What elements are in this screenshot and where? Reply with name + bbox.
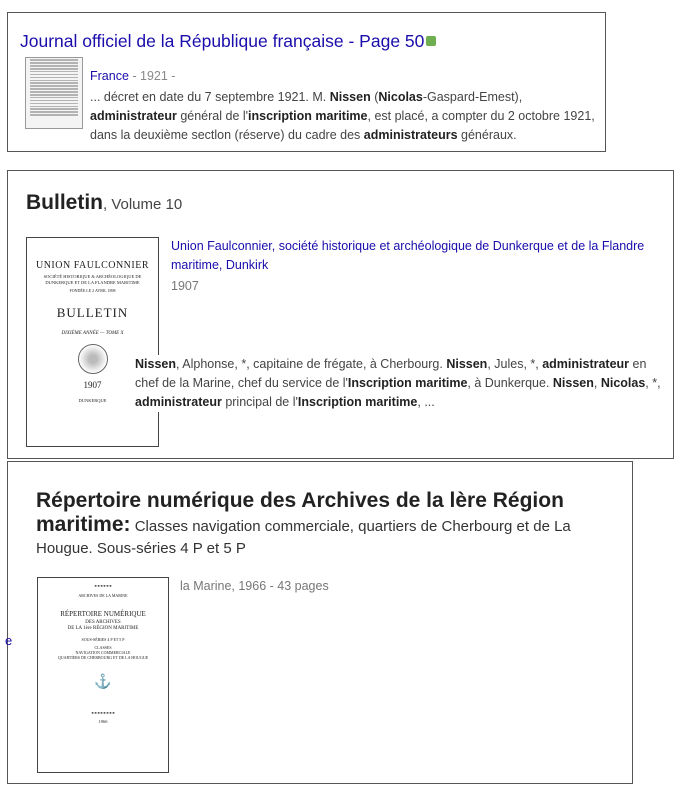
snippet-highlight: Inscription maritime (347, 376, 468, 390)
snippet-text: , (593, 376, 601, 390)
cover-line3: DE LA 1ère RÉGION MARITIME (67, 626, 139, 631)
cover-quarters: QUARTIERS DE CHERBOURG ET DE LA HOUGUE (57, 655, 149, 660)
cover-founded: FONDÉE LE 2 AVRIL 1898 (69, 288, 116, 293)
full-view-badge-icon (426, 36, 436, 46)
snippet-highlight: Nicolas (600, 376, 646, 390)
result-year: - 1921 - (128, 69, 176, 83)
result-snippet (90, 88, 600, 145)
snippet-text: en chef de la Marine, chef du service de l' (135, 357, 647, 390)
book-thumbnail[interactable] (25, 57, 83, 129)
book-title[interactable]: Répertoire numérique des Archives de la lère Région maritime: (36, 489, 564, 536)
cover-city: DUNKERQUE (78, 398, 107, 403)
snippet-text: généraux. (457, 128, 517, 142)
clipped-link-fragment[interactable]: e (5, 633, 13, 648)
snippet-highlight: Nissen (446, 357, 488, 371)
cover-org: ARCHIVES DE LA MARINE (78, 593, 128, 598)
source-link[interactable]: France (90, 69, 129, 83)
snippet-highlight: Nissen (135, 357, 176, 371)
result-title[interactable] (36, 490, 631, 560)
cover-line2: DES ARCHIVES (85, 620, 121, 625)
snippet-highlight: administrateur (90, 109, 177, 123)
book-cover[interactable] (26, 237, 159, 447)
result-snippet (135, 355, 665, 412)
snippet-highlight: inscription maritime (248, 109, 368, 123)
snippet-highlight: Inscription maritime (297, 395, 418, 409)
cover-subhead: SOCIÉTÉ HISTORIQUE & ARCHÉOLOGIQUE DE DUNKERQUE ET DE LA FLANDRE MARITIME (43, 274, 142, 285)
snippet-text: , Jules, *, (487, 357, 543, 371)
snippet-highlight: Nicolas (378, 90, 423, 104)
snippet-text: , est placé, a compter du 2 octobre 1921, dans la deuxième sectlon (réserve) du cadre des (90, 109, 595, 142)
cover-year: 1907 (83, 380, 102, 390)
book-cover[interactable]: ■ ■ ■ ■ ■ ■ ARCHIVES DE LA MARINE RÉPERTOIRE NUMÉRIQUE DES ARCHIVES DE LA 1ère RÉGION MARITIME SOUS-SÉRIES 4 P ET 5 P CLASSES NAVIGATION COMMERCIALE QUARTIERS DE CHERBOURG ET DE LA HOUGUE ⚓ ■ ■ ■ ■ ■ ■ ■ ■ 1966 (37, 577, 169, 773)
snippet-text: principal de l' (221, 395, 298, 409)
result-card-bulletin (7, 170, 674, 459)
snippet-text: , Alphonse, *, capitaine de frégate, à Cherbourg. (176, 357, 447, 371)
cover-nav: NAVIGATION COMMERCIALE (75, 650, 131, 655)
result-card-journal-officiel (7, 12, 606, 152)
book-title[interactable]: Bulletin (26, 191, 103, 214)
snippet-text: général de l' (176, 109, 249, 123)
result-title[interactable] (26, 191, 182, 215)
cover-series: SOUS-SÉRIES 4 P ET 5 P (81, 637, 125, 642)
result-source-line (90, 69, 175, 83)
book-volume: , Volume 10 (103, 196, 183, 213)
snippet-text: , à Dunkerque. (467, 376, 553, 390)
cover-classes: CLASSES (94, 645, 112, 650)
cover-title: BULLETIN (56, 305, 129, 320)
cover-title: RÉPERTOIRE NUMÉRIQUE (60, 610, 146, 618)
snippet-text: , ... (417, 395, 435, 409)
snippet-highlight: administrateur (542, 357, 630, 371)
publication-year: 1907 (171, 279, 199, 293)
book-meta: la Marine, 1966 - 43 pages (180, 579, 329, 593)
snippet-highlight: Nissen (329, 90, 371, 104)
snippet-text: ( (370, 90, 379, 104)
snippet-highlight: Nissen (552, 376, 594, 390)
cover-year: 1966 (98, 719, 108, 724)
result-card-repertoire (7, 461, 633, 784)
snippet-text: ... décret en date du 7 septembre 1921. M. (90, 90, 330, 104)
cover-emblem-icon (78, 344, 108, 374)
cover-header: UNION FAULCONNIER (35, 260, 150, 271)
book-subtitle: Classes navigation commerciale, quartiers de Cherbourg et de La Hougue. Sous-séries 4 P et 5 P (36, 518, 571, 557)
snippet-highlight: administrateurs (363, 128, 458, 142)
snippet-highlight: administrateur (135, 395, 222, 409)
cover-tome: DIXIÈME ANNÉE — TOME X (61, 331, 124, 336)
snippet-text: -Gaspard-Emest), (422, 90, 523, 104)
result-title-link[interactable]: Journal officiel de la République française - Page 50 (20, 31, 436, 52)
snippet-text: , *, (645, 376, 661, 390)
publisher-link[interactable]: Union Faulconnier, société historique et archéologique de Dunkerque et de la Flandre maritime, Dunkirk (171, 239, 645, 272)
cover-anchor-icon: ⚓ (94, 675, 112, 690)
